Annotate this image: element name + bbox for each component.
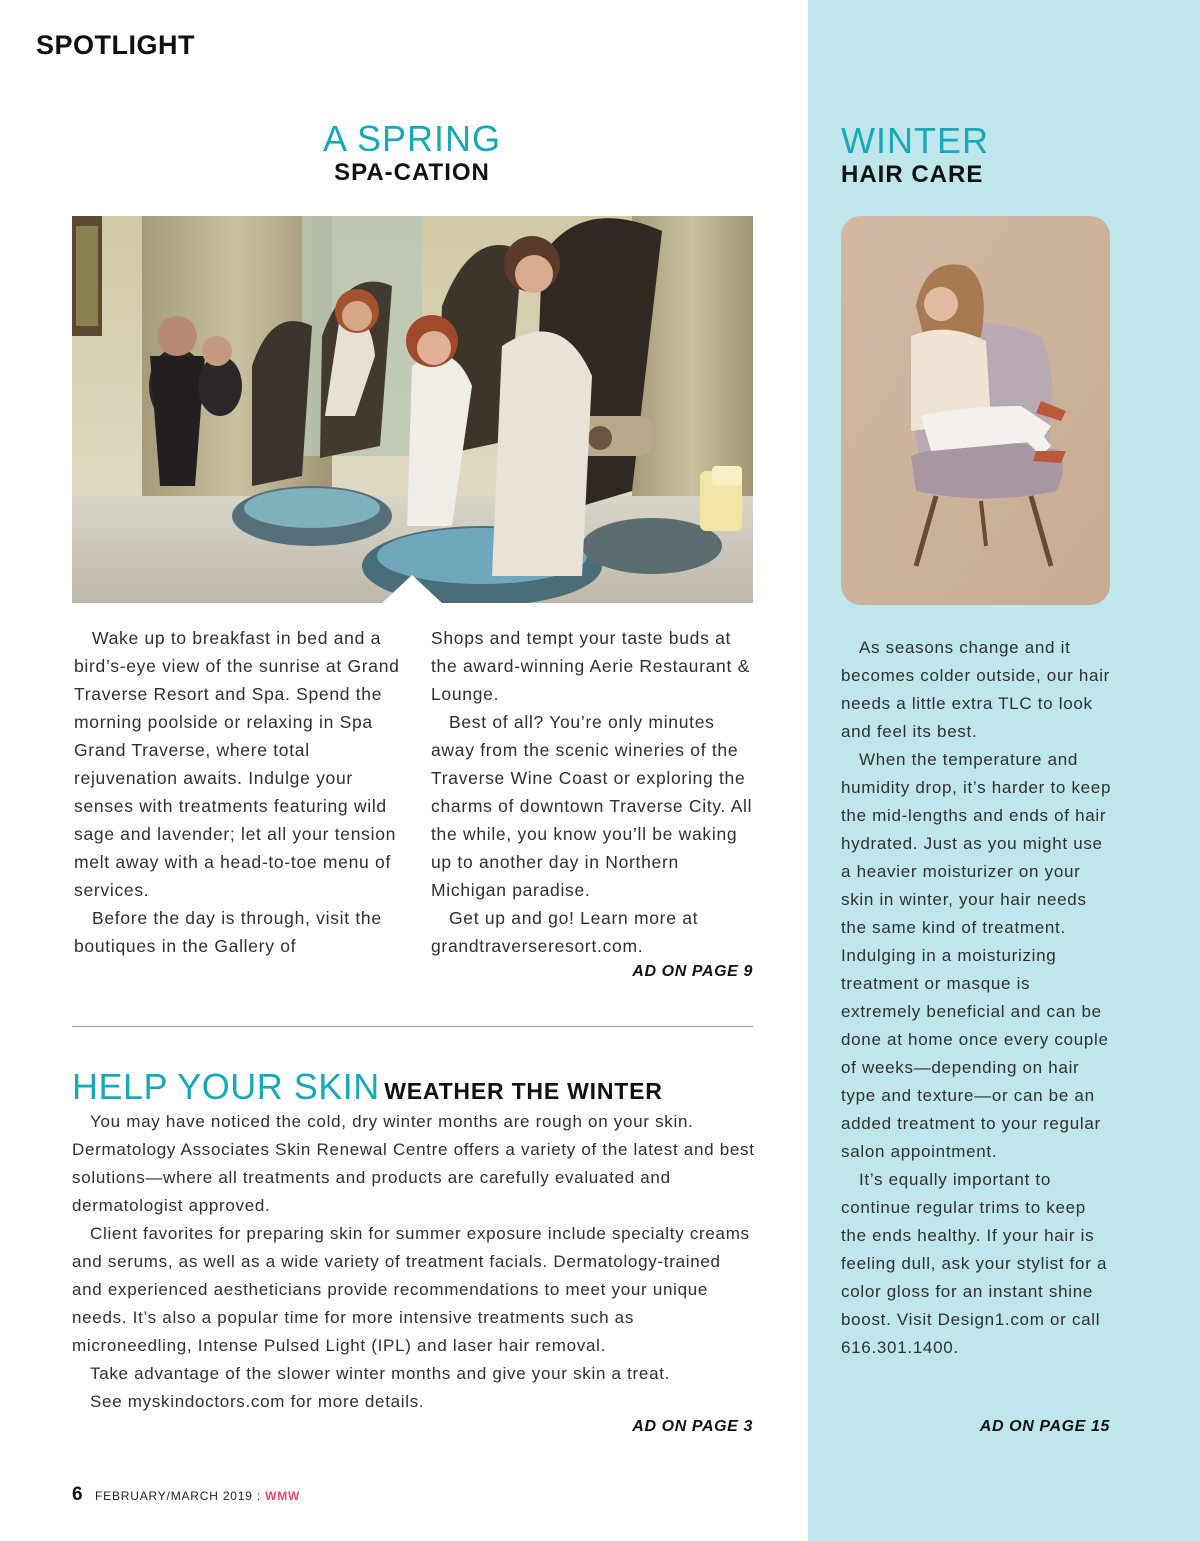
skin-article — [72, 1108, 756, 1416]
hair-paragraph: It’s equally important to continue regular trims to keep the ends healthy. If your hair is feeling dull, ask your stylist for a color gloss for an instant shine boost. Visit Design1.com or call 616.301.1400. — [841, 1170, 1108, 1357]
section-label: SPOTLIGHT — [36, 30, 195, 60]
skin-title-bold: WEATHER THE WINTER — [384, 1078, 663, 1104]
skin-ad-reference: AD ON PAGE 3 — [632, 1418, 753, 1435]
skin-title-light: HELP YOUR SKIN — [72, 1066, 380, 1107]
issue-date: FEBRUARY/MARCH 2019 : — [95, 1489, 266, 1503]
page-footer — [72, 1484, 300, 1506]
skin-paragraph: Take advantage of the slower winter months and give your skin a treat. — [90, 1364, 671, 1383]
skin-heading — [72, 1066, 663, 1108]
spa-title-bold: SPA-CATION — [334, 159, 490, 186]
skin-paragraph: See myskindoctors.com for more details. — [90, 1392, 425, 1411]
spa-ad-reference: AD ON PAGE 9 — [632, 963, 753, 980]
hair-paragraph: When the temperature and humidity drop, it’s harder to keep the mid-lengths and ends of hair hydrated. Just as you might use a heavier moisturizer on your skin in winter, your hair needs the same kind of treatment. Indulging in a moisturizing treatment or masque is extremely beneficial and can be done at home once every couple of weeks—depending on hair type and texture—or can be an added treatment to your regular salon appointment. — [841, 750, 1112, 1161]
hair-heading — [841, 122, 989, 190]
skin-paragraph: You may have noticed the cold, dry winter months are rough on your skin. Dermatology Associates Skin Renewal Centre offers a variety of the latest and best solutions—where all treatments and products are carefully evaluated and dermatologist approved. — [72, 1112, 755, 1215]
skin-paragraph: Client favorites for preparing skin for summer exposure include specialty creams and serums, as well as a wide variety of treatment facials. Dermatology-trained and experienced aestheticians provide recommendations to meet your unique needs. It’s also a popular time for more intensive treatments such as microneedling, Intense Pulsed Light (IPL) and laser hair removal. — [72, 1224, 750, 1355]
spa-paragraph: Before the day is through, visit the boutiques in the Gallery of — [74, 908, 382, 956]
spa-paragraph: Wake up to breakfast in bed and a bird’s-eye view of the sunrise at Grand Traverse Resort and Spa. Spend the morning poolside or relaxing in Spa Grand Traverse, where total rejuvenation awaits. Indulge your senses with treatments featuring wild sage and lavender; let all your tension melt away with a head-to-toe menu of services. — [74, 628, 400, 900]
spa-paragraph: Shops and tempt your taste buds at the award-winning Aerie Restaurant & Lounge. — [431, 628, 750, 704]
spa-heading — [72, 120, 752, 188]
hair-model-photo — [841, 216, 1110, 605]
spa-paragraph: Best of all? You’re only minutes away from the scenic wineries of the Traverse Wine Coast or exploring the charms of downtown Traverse City. All the while, you know you’ll be waking up to another day in Northern Michigan paradise. — [431, 712, 753, 900]
spa-column-1 — [74, 624, 404, 960]
section-divider — [72, 1026, 753, 1027]
page-number: 6 — [72, 1484, 83, 1505]
hair-title-light: WINTER — [841, 120, 989, 161]
spa-column-2 — [431, 624, 756, 960]
magazine-name: WMW — [265, 1489, 301, 1503]
spa-title-light: A SPRING — [322, 118, 502, 159]
hair-title-bold: HAIR CARE — [841, 161, 984, 188]
hair-article — [841, 634, 1113, 1362]
spa-pedicure-photo — [72, 216, 753, 603]
hair-paragraph: As seasons change and it becomes colder outside, our hair needs a little extra TLC to look and feel its best. — [841, 638, 1111, 741]
hair-ad-reference: AD ON PAGE 15 — [979, 1418, 1110, 1435]
spa-paragraph: Get up and go! Learn more at grandtraverseresort.com. — [431, 908, 699, 956]
